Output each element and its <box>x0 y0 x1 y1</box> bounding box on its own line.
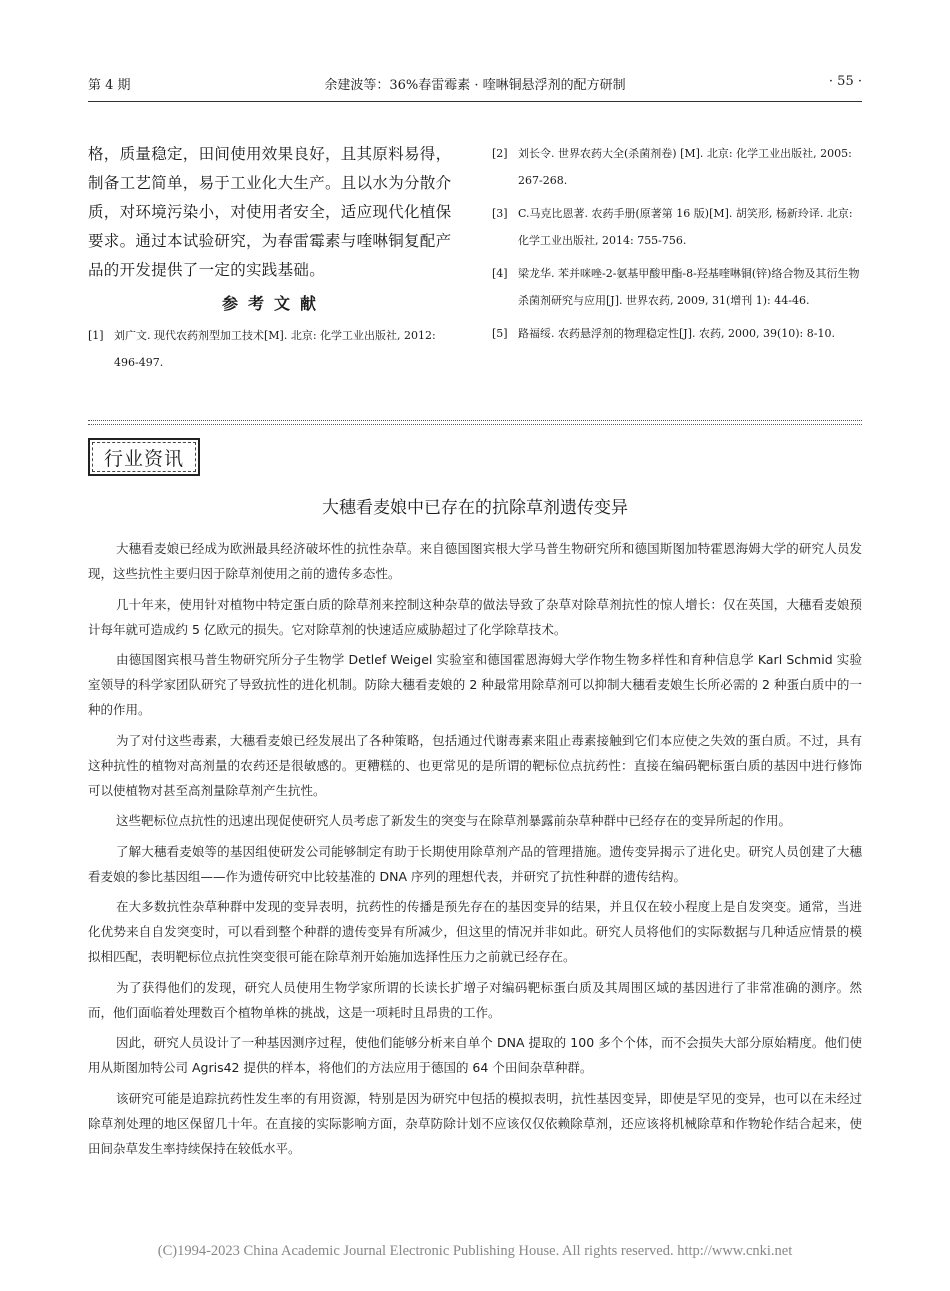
reference-number: [3] <box>492 207 508 220</box>
news-body <box>88 536 862 1166</box>
reference-number: [2] <box>492 147 508 160</box>
paragraph: 这些靶标位点抗性的迅速出现促使研究人员考虑了新发生的突变与在除草剂暴露前杂草种群中已经存在的变异所起的作用。 <box>116 813 792 828</box>
reference-number: [4] <box>492 267 508 280</box>
paragraph: 由德国图宾根马普生物研究所分子生物学 Detlef Weigel 实验室和德国霍恩海姆大学作物生物多样性和育种信息学 Karl Schmid 实验室领导的科学家团队研究了导致抗性的进化机制。防除大穗看麦娘的 2 种最常用除草剂可以抑制大穗看麦娘生长所必需的 2 种蛋白质中的一种的作用。 <box>88 652 862 717</box>
section-badge-label: 行业资讯 <box>92 442 196 472</box>
reference-number: [5] <box>492 327 508 340</box>
copyright-footer: (C)1994-2023 China Academic Journal Electronic Publishing House. All rights reserved. http://www.cnki.net <box>157 1243 793 1259</box>
reference-text: 梁龙华. 苯并咪唑-2-氨基甲酸甲酯-8-羟基喹啉铜(锌)络合物及其衍生物杀菌剂研究与应用[J]. 世界农药, 2009, 31(增刊 1): 44-46. <box>518 267 860 307</box>
reference-number: [1] <box>88 329 104 342</box>
reference-item <box>492 260 864 314</box>
references-heading: 参考文献 <box>221 294 326 313</box>
section-badge <box>88 438 200 476</box>
paragraph: 为了对付这些毒素，大穗看麦娘已经发展出了各种策略，包括通过代谢毒素来阻止毒素接触到它们本应使之失效的蛋白质。不过，具有这种抗性的植物对高剂量的农药还是很敏感的。更糟糕的、也更常见的是所谓的靶标位点抗药性：直接在编码靶标蛋白质的基因中进行修饰可以使植物对甚至高剂量除草剂产生抗性。 <box>88 732 862 798</box>
reference-text: 路福绥. 农药悬浮剂的物理稳定性[J]. 农药, 2000, 39(10): 8-10. <box>518 327 835 340</box>
page-header <box>88 74 862 96</box>
paragraph: 几十年来，使用针对植物中特定蛋白质的除草剂来控制这种杂草的做法导致了杂草对除草剂抗性的惊人增长：仅在英国，大穗看麦娘预计每年就可造成约 5 亿欧元的损失。它对除草剂的快速适应威胁超过了化学除草技术。 <box>88 596 862 637</box>
running-title: 余建波等：36%春雷霉素 · 喹啉铜悬浮剂的配方研制 <box>324 78 626 93</box>
paragraph: 在大多数抗性杂草种群中发现的变异表明，抗药性的传播是预先存在的基因变异的结果，并且仅在较小程度上是自发突变。通常，当进化优势来自自发突变时，可以看到整个种群的遗传变异有所减少，但这里的情况并非如此。研究人员将他们的实际数据与几种适应情景的模拟相匹配，表明靶标位点抗性突变很可能在除草剂开始施加选择性压力之前就已经存在。 <box>88 899 862 964</box>
left-column <box>88 140 460 376</box>
section-divider <box>88 420 862 425</box>
reference-item <box>88 322 460 376</box>
right-column <box>492 140 864 353</box>
paragraph: 了解大穗看麦娘等的基因组使研发公司能够制定有助于长期使用除草剂产品的管理措施。遗传变异揭示了进化史。研究人员创建了大穗看麦娘的参比基因组——作为遗传研究中比较基准的 DNA 序列的理想代表，并研究了抗性种群的遗传结构。 <box>88 843 862 884</box>
reference-text: C.马克比恩著. 农药手册(原著第 16 版)[M]. 胡笑形, 杨新玲译. 北京: 化学工业出版社, 2014: 755-756. <box>518 207 853 247</box>
reference-item <box>492 320 864 347</box>
reference-text: 刘长令. 世界农药大全(杀菌剂卷) [M]. 北京: 化学工业出版社, 2005: 267-268. <box>518 147 852 187</box>
reference-text: 刘广文. 现代农药剂型加工技术[M]. 北京: 化学工业出版社, 2012: 496-497. <box>114 329 436 369</box>
issue-number: 第 4 期 <box>88 78 131 93</box>
article-conclusion-text: 格，质量稳定，田间使用效果良好，且其原料易得，制备工艺简单，易于工业化大生产。且以水为分散介质，对环境污染小，对使用者安全，适应现代化植保要求。通过本试验研究，为春雷霉素与喹啉铜复配产品的开发提供了一定的实践基础。 <box>88 145 452 279</box>
reference-item <box>492 200 864 254</box>
page-number: · 55 · <box>828 74 862 89</box>
reference-item <box>492 140 864 194</box>
news-title: 大穗看麦娘中已存在的抗除草剂遗传变异 <box>322 498 628 518</box>
paragraph: 大穗看麦娘已经成为欧洲最具经济破坏性的抗性杂草。来自德国图宾根大学马普生物研究所和德国斯图加特霍恩海姆大学的研究人员发现，这些抗性主要归因于除草剂使用之前的遗传多态性。 <box>88 541 862 581</box>
header-rule <box>88 101 862 102</box>
paragraph: 该研究可能是追踪抗药性发生率的有用资源，特别是因为研究中包括的模拟表明，抗性基因变异，即使是罕见的变异，也可以在未经过除草剂处理的地区保留几十年。在直接的实际影响方面，杂草防除计划不应该仅仅依赖除草剂，还应该将机械除草和作物轮作结合起来，使田间杂草发生率持续保持在较低水平。 <box>88 1090 862 1156</box>
paragraph: 因此，研究人员设计了一种基因测序过程，使他们能够分析来自单个 DNA 提取的 100 多个个体，而不会损失大部分原始精度。他们使用从斯图加特公司 Agris42 提供的样本，将他们的方法应用于德国的 64 个田间杂草种群。 <box>88 1035 862 1075</box>
paragraph: 为了获得他们的发现，研究人员使用生物学家所谓的长读长扩增子对编码靶标蛋白质及其周围区域的基因进行了非常准确的测序。然而，他们面临着处理数百个植物单株的挑战，这是一项耗时且昂贵的工作。 <box>88 979 862 1020</box>
